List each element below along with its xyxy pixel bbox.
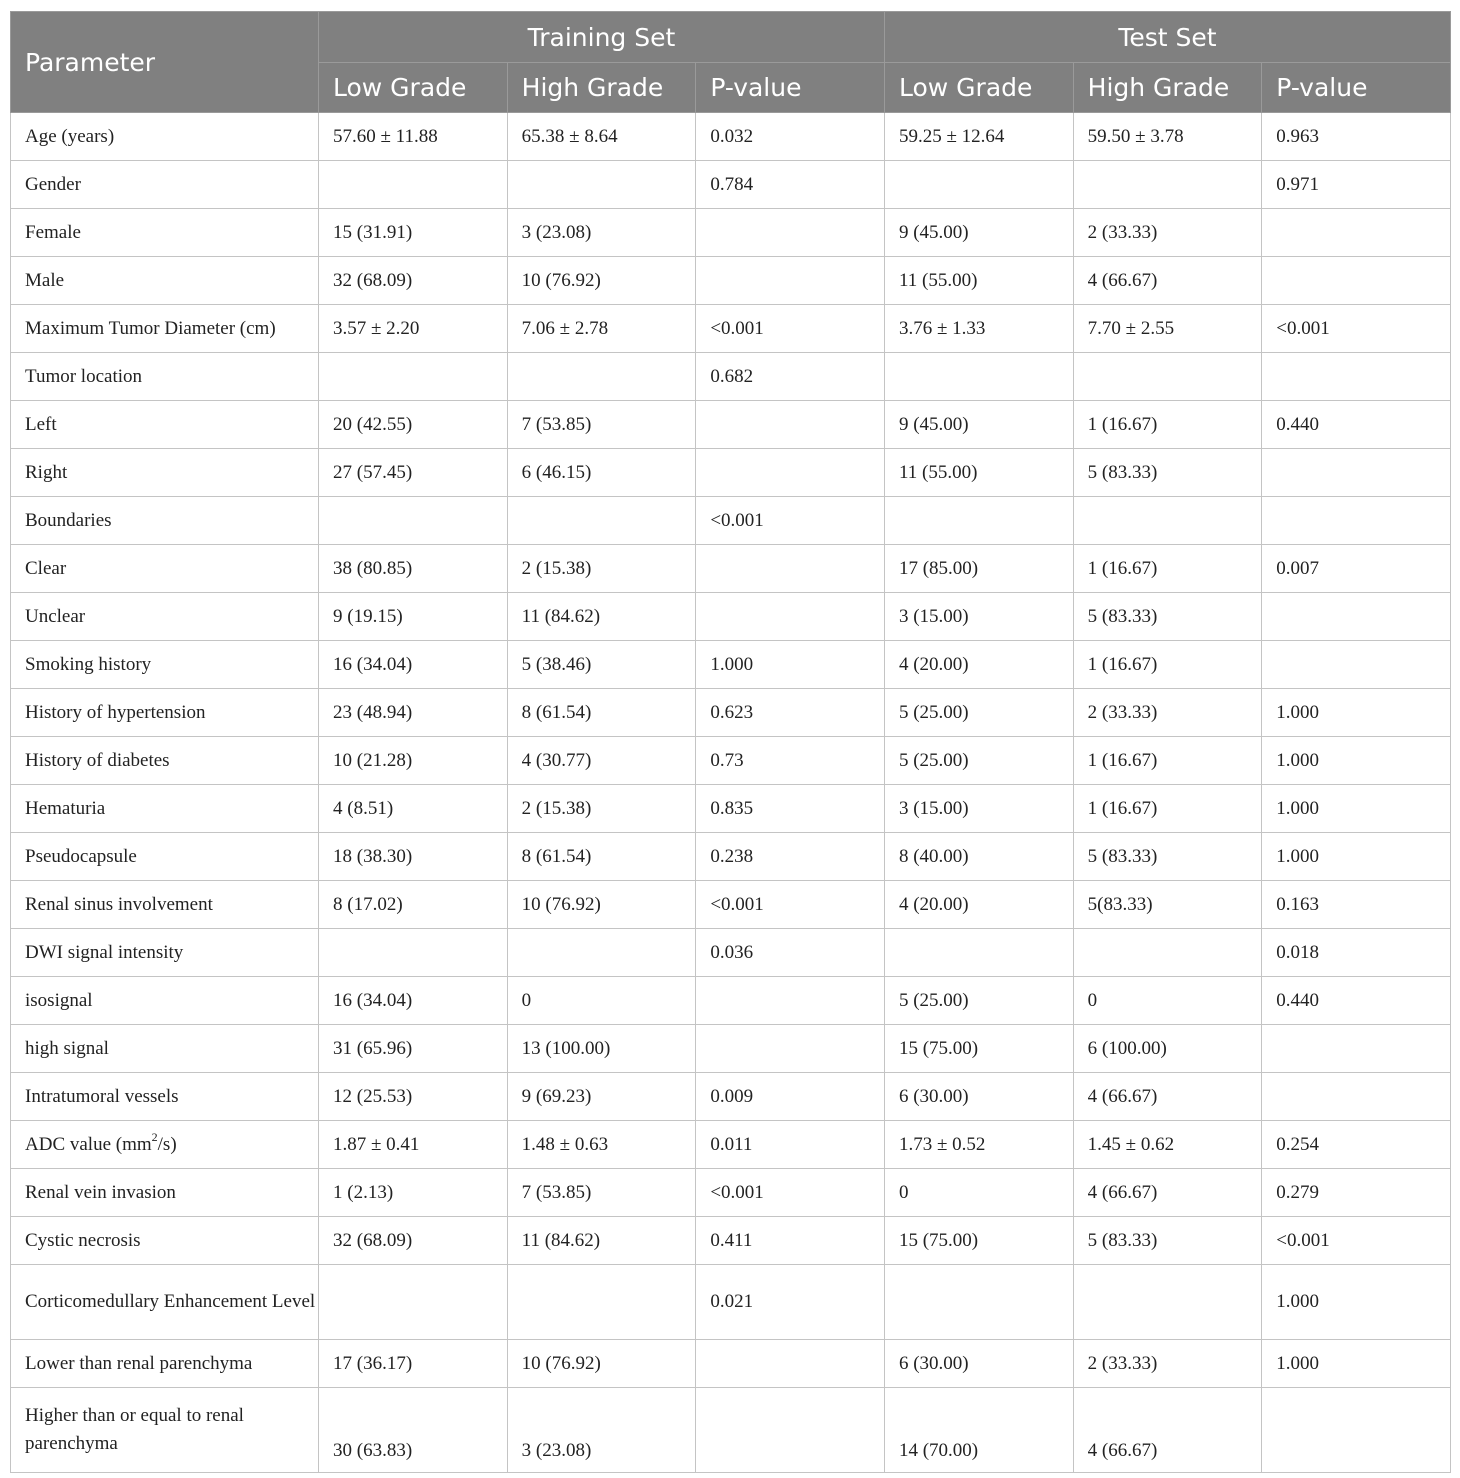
training-low-grade-cell: 18 (38.30) — [319, 833, 508, 881]
parameter-cell: Maximum Tumor Diameter (cm) — [11, 305, 319, 353]
test-high-grade-cell: 5(83.33) — [1073, 881, 1262, 929]
training-p-value-cell: 0.238 — [696, 833, 885, 881]
training-high-grade-cell: 7 (53.85) — [507, 1169, 696, 1217]
test-high-grade-cell: 59.50 ± 3.78 — [1073, 113, 1262, 161]
training-high-grade-cell: 2 (15.38) — [507, 545, 696, 593]
test-high-grade-cell: 2 (33.33) — [1073, 689, 1262, 737]
test-high-grade-cell: 0 — [1073, 977, 1262, 1025]
test-low-grade-cell: 3 (15.00) — [884, 785, 1073, 833]
test-p-value-cell: 1.000 — [1262, 1340, 1451, 1388]
training-p-value-cell — [696, 209, 885, 257]
test-p-value-cell: 1.000 — [1262, 689, 1451, 737]
header-parameter: Parameter — [11, 12, 319, 113]
test-low-grade-cell: 1.73 ± 0.52 — [884, 1121, 1073, 1169]
test-p-value-cell: 0.007 — [1262, 545, 1451, 593]
training-low-grade-cell: 10 (21.28) — [319, 737, 508, 785]
test-high-grade-cell — [1073, 161, 1262, 209]
test-low-grade-cell: 8 (40.00) — [884, 833, 1073, 881]
test-low-grade-cell: 14 (70.00) — [884, 1388, 1073, 1473]
test-high-grade-cell: 1 (16.67) — [1073, 737, 1262, 785]
test-p-value-cell: 0.279 — [1262, 1169, 1451, 1217]
training-p-value-cell: <0.001 — [696, 497, 885, 545]
parameter-cell: isosignal — [11, 977, 319, 1025]
table-row — [11, 449, 1451, 497]
test-high-grade-cell: 4 (66.67) — [1073, 257, 1262, 305]
test-p-value-cell: 1.000 — [1262, 785, 1451, 833]
test-high-grade-cell: 1 (16.67) — [1073, 641, 1262, 689]
training-low-grade-cell: 1.87 ± 0.41 — [319, 1121, 508, 1169]
training-p-value-cell: 0.411 — [696, 1217, 885, 1265]
table-row — [11, 209, 1451, 257]
parameter-cell: Higher than or equal to renal parenchyma — [11, 1388, 319, 1473]
training-high-grade-cell: 5 (38.46) — [507, 641, 696, 689]
test-low-grade-cell: 5 (25.00) — [884, 977, 1073, 1025]
training-low-grade-cell: 3.57 ± 2.20 — [319, 305, 508, 353]
training-p-value-cell: 0.835 — [696, 785, 885, 833]
test-low-grade-cell: 6 (30.00) — [884, 1073, 1073, 1121]
test-low-grade-cell: 9 (45.00) — [884, 401, 1073, 449]
test-high-grade-cell: 5 (83.33) — [1073, 593, 1262, 641]
training-low-grade-cell: 20 (42.55) — [319, 401, 508, 449]
test-p-value-cell: 1.000 — [1262, 737, 1451, 785]
test-p-value-cell: 0.971 — [1262, 161, 1451, 209]
training-p-value-cell — [696, 593, 885, 641]
test-low-grade-cell: 9 (45.00) — [884, 209, 1073, 257]
table-row — [11, 1265, 1451, 1340]
parameter-cell: Clear — [11, 545, 319, 593]
parameter-cell: Boundaries — [11, 497, 319, 545]
test-high-grade-cell: 4 (66.67) — [1073, 1388, 1262, 1473]
training-low-grade-cell: 15 (31.91) — [319, 209, 508, 257]
training-high-grade-cell: 10 (76.92) — [507, 1340, 696, 1388]
table-row — [11, 737, 1451, 785]
test-high-grade-cell — [1073, 929, 1262, 977]
test-low-grade-cell: 5 (25.00) — [884, 737, 1073, 785]
training-high-grade-cell: 13 (100.00) — [507, 1025, 696, 1073]
test-high-grade-cell: 5 (83.33) — [1073, 449, 1262, 497]
test-p-value-cell — [1262, 353, 1451, 401]
table-row — [11, 977, 1451, 1025]
training-p-value-cell: 1.000 — [696, 641, 885, 689]
table-row — [11, 1169, 1451, 1217]
training-low-grade-cell: 17 (36.17) — [319, 1340, 508, 1388]
test-high-grade-cell: 7.70 ± 2.55 — [1073, 305, 1262, 353]
training-low-grade-cell — [319, 497, 508, 545]
test-p-value-cell: 0.440 — [1262, 401, 1451, 449]
training-low-grade-cell — [319, 1265, 508, 1340]
training-p-value-cell: 0.623 — [696, 689, 885, 737]
training-low-grade-cell: 31 (65.96) — [319, 1025, 508, 1073]
parameter-cell: History of hypertension — [11, 689, 319, 737]
training-low-grade-cell — [319, 929, 508, 977]
training-low-grade-cell: 8 (17.02) — [319, 881, 508, 929]
parameter-cell: DWI signal intensity — [11, 929, 319, 977]
test-p-value-cell: 0.440 — [1262, 977, 1451, 1025]
training-low-grade-cell: 32 (68.09) — [319, 257, 508, 305]
test-low-grade-cell: 11 (55.00) — [884, 449, 1073, 497]
training-high-grade-cell: 7.06 ± 2.78 — [507, 305, 696, 353]
training-high-grade-cell: 10 (76.92) — [507, 257, 696, 305]
header-test-set: Test Set — [884, 12, 1450, 63]
test-p-value-cell: 0.163 — [1262, 881, 1451, 929]
test-low-grade-cell: 3 (15.00) — [884, 593, 1073, 641]
table-row — [11, 401, 1451, 449]
test-low-grade-cell — [884, 161, 1073, 209]
test-high-grade-cell: 5 (83.33) — [1073, 1217, 1262, 1265]
training-high-grade-cell — [507, 497, 696, 545]
parameter-cell: Left — [11, 401, 319, 449]
test-p-value-cell — [1262, 257, 1451, 305]
test-high-grade-cell: 5 (83.33) — [1073, 833, 1262, 881]
test-p-value-cell — [1262, 641, 1451, 689]
test-low-grade-cell: 4 (20.00) — [884, 641, 1073, 689]
parameter-cell: Intratumoral vessels — [11, 1073, 319, 1121]
training-p-value-cell — [696, 449, 885, 497]
header-test-high-grade: High Grade — [1073, 63, 1262, 113]
test-high-grade-cell: 2 (33.33) — [1073, 209, 1262, 257]
test-p-value-cell: <0.001 — [1262, 1217, 1451, 1265]
table-row — [11, 833, 1451, 881]
training-low-grade-cell: 1 (2.13) — [319, 1169, 508, 1217]
test-p-value-cell — [1262, 497, 1451, 545]
header-training-high-grade: High Grade — [507, 63, 696, 113]
test-high-grade-cell: 4 (66.67) — [1073, 1169, 1262, 1217]
table-row — [11, 497, 1451, 545]
table-row — [11, 1388, 1451, 1473]
parameter-cell: Male — [11, 257, 319, 305]
training-p-value-cell — [696, 257, 885, 305]
training-p-value-cell: 0.011 — [696, 1121, 885, 1169]
table-row — [11, 353, 1451, 401]
table-row — [11, 257, 1451, 305]
training-low-grade-cell: 32 (68.09) — [319, 1217, 508, 1265]
training-high-grade-cell: 3 (23.08) — [507, 1388, 696, 1473]
training-p-value-cell: 0.036 — [696, 929, 885, 977]
training-p-value-cell — [696, 545, 885, 593]
test-low-grade-cell: 17 (85.00) — [884, 545, 1073, 593]
training-low-grade-cell: 57.60 ± 11.88 — [319, 113, 508, 161]
test-p-value-cell — [1262, 1073, 1451, 1121]
test-p-value-cell — [1262, 1025, 1451, 1073]
parameter-cell: Age (years) — [11, 113, 319, 161]
test-high-grade-cell: 1 (16.67) — [1073, 545, 1262, 593]
training-low-grade-cell: 12 (25.53) — [319, 1073, 508, 1121]
parameter-cell: Lower than renal parenchyma — [11, 1340, 319, 1388]
training-low-grade-cell — [319, 161, 508, 209]
training-p-value-cell: <0.001 — [696, 1169, 885, 1217]
training-high-grade-cell: 4 (30.77) — [507, 737, 696, 785]
training-p-value-cell — [696, 977, 885, 1025]
training-p-value-cell: 0.682 — [696, 353, 885, 401]
parameter-cell: Tumor location — [11, 353, 319, 401]
parameter-cell: Unclear — [11, 593, 319, 641]
test-high-grade-cell: 1.45 ± 0.62 — [1073, 1121, 1262, 1169]
table-row — [11, 593, 1451, 641]
training-high-grade-cell: 3 (23.08) — [507, 209, 696, 257]
test-low-grade-cell: 11 (55.00) — [884, 257, 1073, 305]
table-row — [11, 113, 1451, 161]
training-high-grade-cell: 11 (84.62) — [507, 593, 696, 641]
parameter-cell: high signal — [11, 1025, 319, 1073]
training-p-value-cell — [696, 401, 885, 449]
test-high-grade-cell — [1073, 353, 1262, 401]
table-row — [11, 1121, 1451, 1169]
test-low-grade-cell: 6 (30.00) — [884, 1340, 1073, 1388]
test-low-grade-cell: 5 (25.00) — [884, 689, 1073, 737]
test-p-value-cell: 0.018 — [1262, 929, 1451, 977]
training-p-value-cell: 0.73 — [696, 737, 885, 785]
training-p-value-cell: <0.001 — [696, 305, 885, 353]
table-header — [11, 12, 1451, 113]
training-high-grade-cell: 0 — [507, 977, 696, 1025]
training-low-grade-cell: 30 (63.83) — [319, 1388, 508, 1473]
test-p-value-cell — [1262, 209, 1451, 257]
training-p-value-cell: 0.032 — [696, 113, 885, 161]
training-high-grade-cell: 65.38 ± 8.64 — [507, 113, 696, 161]
training-high-grade-cell: 1.48 ± 0.63 — [507, 1121, 696, 1169]
parameter-cell: Renal vein invasion — [11, 1169, 319, 1217]
header-training-set: Training Set — [319, 12, 885, 63]
table-body — [11, 113, 1451, 1473]
training-high-grade-cell: 10 (76.92) — [507, 881, 696, 929]
test-low-grade-cell: 15 (75.00) — [884, 1025, 1073, 1073]
parameter-cell: Corticomedullary Enhancement Level — [11, 1265, 319, 1340]
test-low-grade-cell: 59.25 ± 12.64 — [884, 113, 1073, 161]
training-p-value-cell — [696, 1388, 885, 1473]
header-group-row — [11, 12, 1451, 63]
training-low-grade-cell: 38 (80.85) — [319, 545, 508, 593]
test-p-value-cell: 0.254 — [1262, 1121, 1451, 1169]
training-high-grade-cell: 11 (84.62) — [507, 1217, 696, 1265]
table-row — [11, 1025, 1451, 1073]
test-low-grade-cell — [884, 1265, 1073, 1340]
table-row — [11, 689, 1451, 737]
test-high-grade-cell — [1073, 1265, 1262, 1340]
training-low-grade-cell: 27 (57.45) — [319, 449, 508, 497]
test-low-grade-cell — [884, 353, 1073, 401]
test-low-grade-cell: 4 (20.00) — [884, 881, 1073, 929]
parameter-cell: ADC value $(mm^2/s)$ — [11, 1121, 319, 1169]
test-p-value-cell — [1262, 449, 1451, 497]
training-low-grade-cell: 16 (34.04) — [319, 641, 508, 689]
parameter-cell: Renal sinus involvement — [11, 881, 319, 929]
header-test-p-value: P-value — [1262, 63, 1451, 113]
table-row — [11, 929, 1451, 977]
table-row — [11, 545, 1451, 593]
table-row — [11, 1340, 1451, 1388]
training-high-grade-cell: 8 (61.54) — [507, 689, 696, 737]
training-p-value-cell — [696, 1025, 885, 1073]
test-high-grade-cell: 4 (66.67) — [1073, 1073, 1262, 1121]
test-p-value-cell — [1262, 593, 1451, 641]
training-high-grade-cell: 7 (53.85) — [507, 401, 696, 449]
training-low-grade-cell: 16 (34.04) — [319, 977, 508, 1025]
header-test-low-grade: Low Grade — [884, 63, 1073, 113]
test-low-grade-cell: 0 — [884, 1169, 1073, 1217]
test-p-value-cell — [1262, 1388, 1451, 1473]
parameter-cell: Gender — [11, 161, 319, 209]
test-p-value-cell: 1.000 — [1262, 833, 1451, 881]
test-p-value-cell: 0.963 — [1262, 113, 1451, 161]
training-high-grade-cell — [507, 353, 696, 401]
table-row — [11, 305, 1451, 353]
training-low-grade-cell — [319, 353, 508, 401]
training-p-value-cell: 0.784 — [696, 161, 885, 209]
training-high-grade-cell: 8 (61.54) — [507, 833, 696, 881]
parameter-cell: Hematuria — [11, 785, 319, 833]
parameter-cell: Right — [11, 449, 319, 497]
test-high-grade-cell: 6 (100.00) — [1073, 1025, 1262, 1073]
test-low-grade-cell: 3.76 ± 1.33 — [884, 305, 1073, 353]
training-p-value-cell: <0.001 — [696, 881, 885, 929]
test-high-grade-cell — [1073, 497, 1262, 545]
test-p-value-cell: 1.000 — [1262, 1265, 1451, 1340]
table-row — [11, 881, 1451, 929]
test-low-grade-cell — [884, 929, 1073, 977]
test-low-grade-cell — [884, 497, 1073, 545]
training-high-grade-cell: 2 (15.38) — [507, 785, 696, 833]
training-high-grade-cell — [507, 1265, 696, 1340]
table-row — [11, 785, 1451, 833]
parameter-cell: Cystic necrosis — [11, 1217, 319, 1265]
training-p-value-cell — [696, 1340, 885, 1388]
training-low-grade-cell: 9 (19.15) — [319, 593, 508, 641]
test-p-value-cell: <0.001 — [1262, 305, 1451, 353]
parameter-cell: Pseudocapsule — [11, 833, 319, 881]
table-row — [11, 1217, 1451, 1265]
test-high-grade-cell: 1 (16.67) — [1073, 401, 1262, 449]
header-training-p-value: P-value — [696, 63, 885, 113]
parameter-cell: Female — [11, 209, 319, 257]
training-high-grade-cell: 9 (69.23) — [507, 1073, 696, 1121]
characteristics-table — [10, 11, 1451, 1473]
table-row — [11, 161, 1451, 209]
test-high-grade-cell: 1 (16.67) — [1073, 785, 1262, 833]
training-low-grade-cell: 23 (48.94) — [319, 689, 508, 737]
training-high-grade-cell — [507, 929, 696, 977]
training-p-value-cell: 0.021 — [696, 1265, 885, 1340]
training-low-grade-cell: 4 (8.51) — [319, 785, 508, 833]
test-high-grade-cell: 2 (33.33) — [1073, 1340, 1262, 1388]
parameter-cell: History of diabetes — [11, 737, 319, 785]
table-row — [11, 1073, 1451, 1121]
training-high-grade-cell: 6 (46.15) — [507, 449, 696, 497]
header-training-low-grade: Low Grade — [319, 63, 508, 113]
parameter-cell: Smoking history — [11, 641, 319, 689]
test-low-grade-cell: 15 (75.00) — [884, 1217, 1073, 1265]
training-p-value-cell: 0.009 — [696, 1073, 885, 1121]
table-row — [11, 641, 1451, 689]
training-high-grade-cell — [507, 161, 696, 209]
superscript-two: 2 — [151, 1130, 158, 1145]
